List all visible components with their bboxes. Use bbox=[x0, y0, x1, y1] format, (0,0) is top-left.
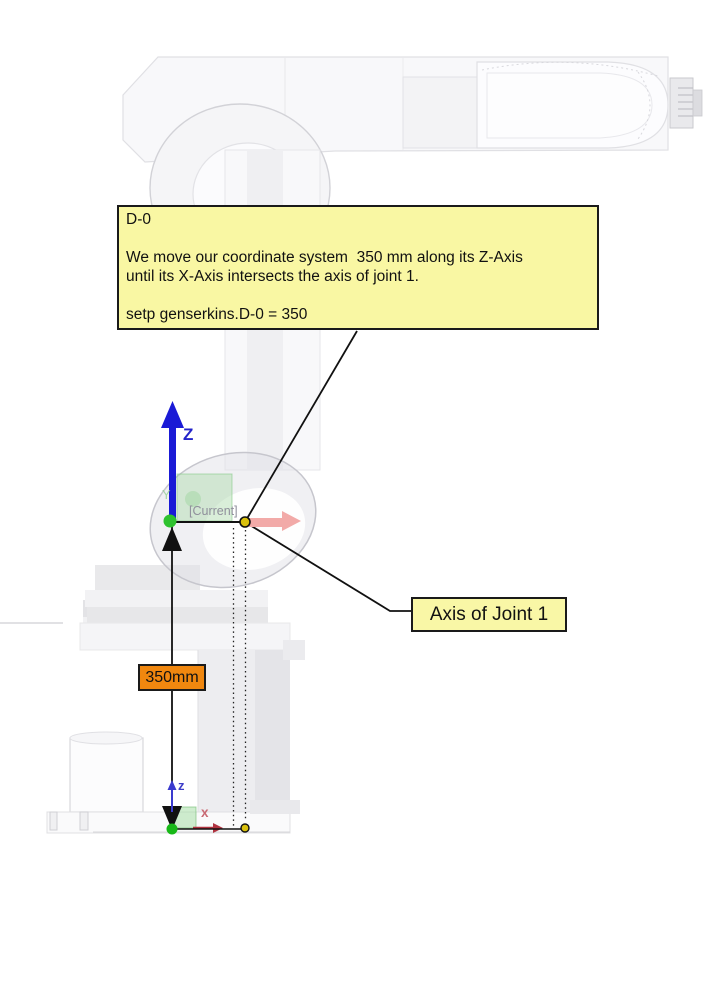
joint-axis-marker-lower bbox=[241, 824, 249, 832]
axis-of-joint1-text: Axis of Joint 1 bbox=[429, 603, 549, 625]
current-frame-label: [Current] bbox=[189, 504, 238, 518]
z-axis-label-lower: z bbox=[178, 778, 185, 793]
d0-command: setp genserkins.D-0 = 350 bbox=[126, 306, 308, 323]
spacer bbox=[126, 286, 590, 305]
d0-title: D-0 bbox=[126, 211, 151, 228]
d0-callout-box bbox=[117, 205, 599, 330]
spacer bbox=[126, 229, 590, 248]
origin-dot-lower bbox=[167, 824, 178, 835]
y-axis-label-faint: Y bbox=[162, 487, 171, 502]
origin-dot-upper bbox=[164, 515, 177, 528]
dimension-350mm-text: 350mm bbox=[145, 668, 199, 686]
axis-of-joint1-label bbox=[411, 597, 567, 632]
x-axis-label-lower: x bbox=[201, 805, 209, 820]
dimension-350mm-label bbox=[138, 664, 206, 691]
d0-body-line1: We move our coordinate system 350 mm along its Z-Axis bbox=[126, 249, 523, 266]
d0-body-line2: until its X-Axis intersects the axis of joint 1. bbox=[126, 268, 419, 285]
z-axis-label-upper: Z bbox=[183, 425, 194, 444]
robot-base bbox=[0, 565, 305, 833]
joint-axis-marker-upper bbox=[240, 517, 250, 527]
